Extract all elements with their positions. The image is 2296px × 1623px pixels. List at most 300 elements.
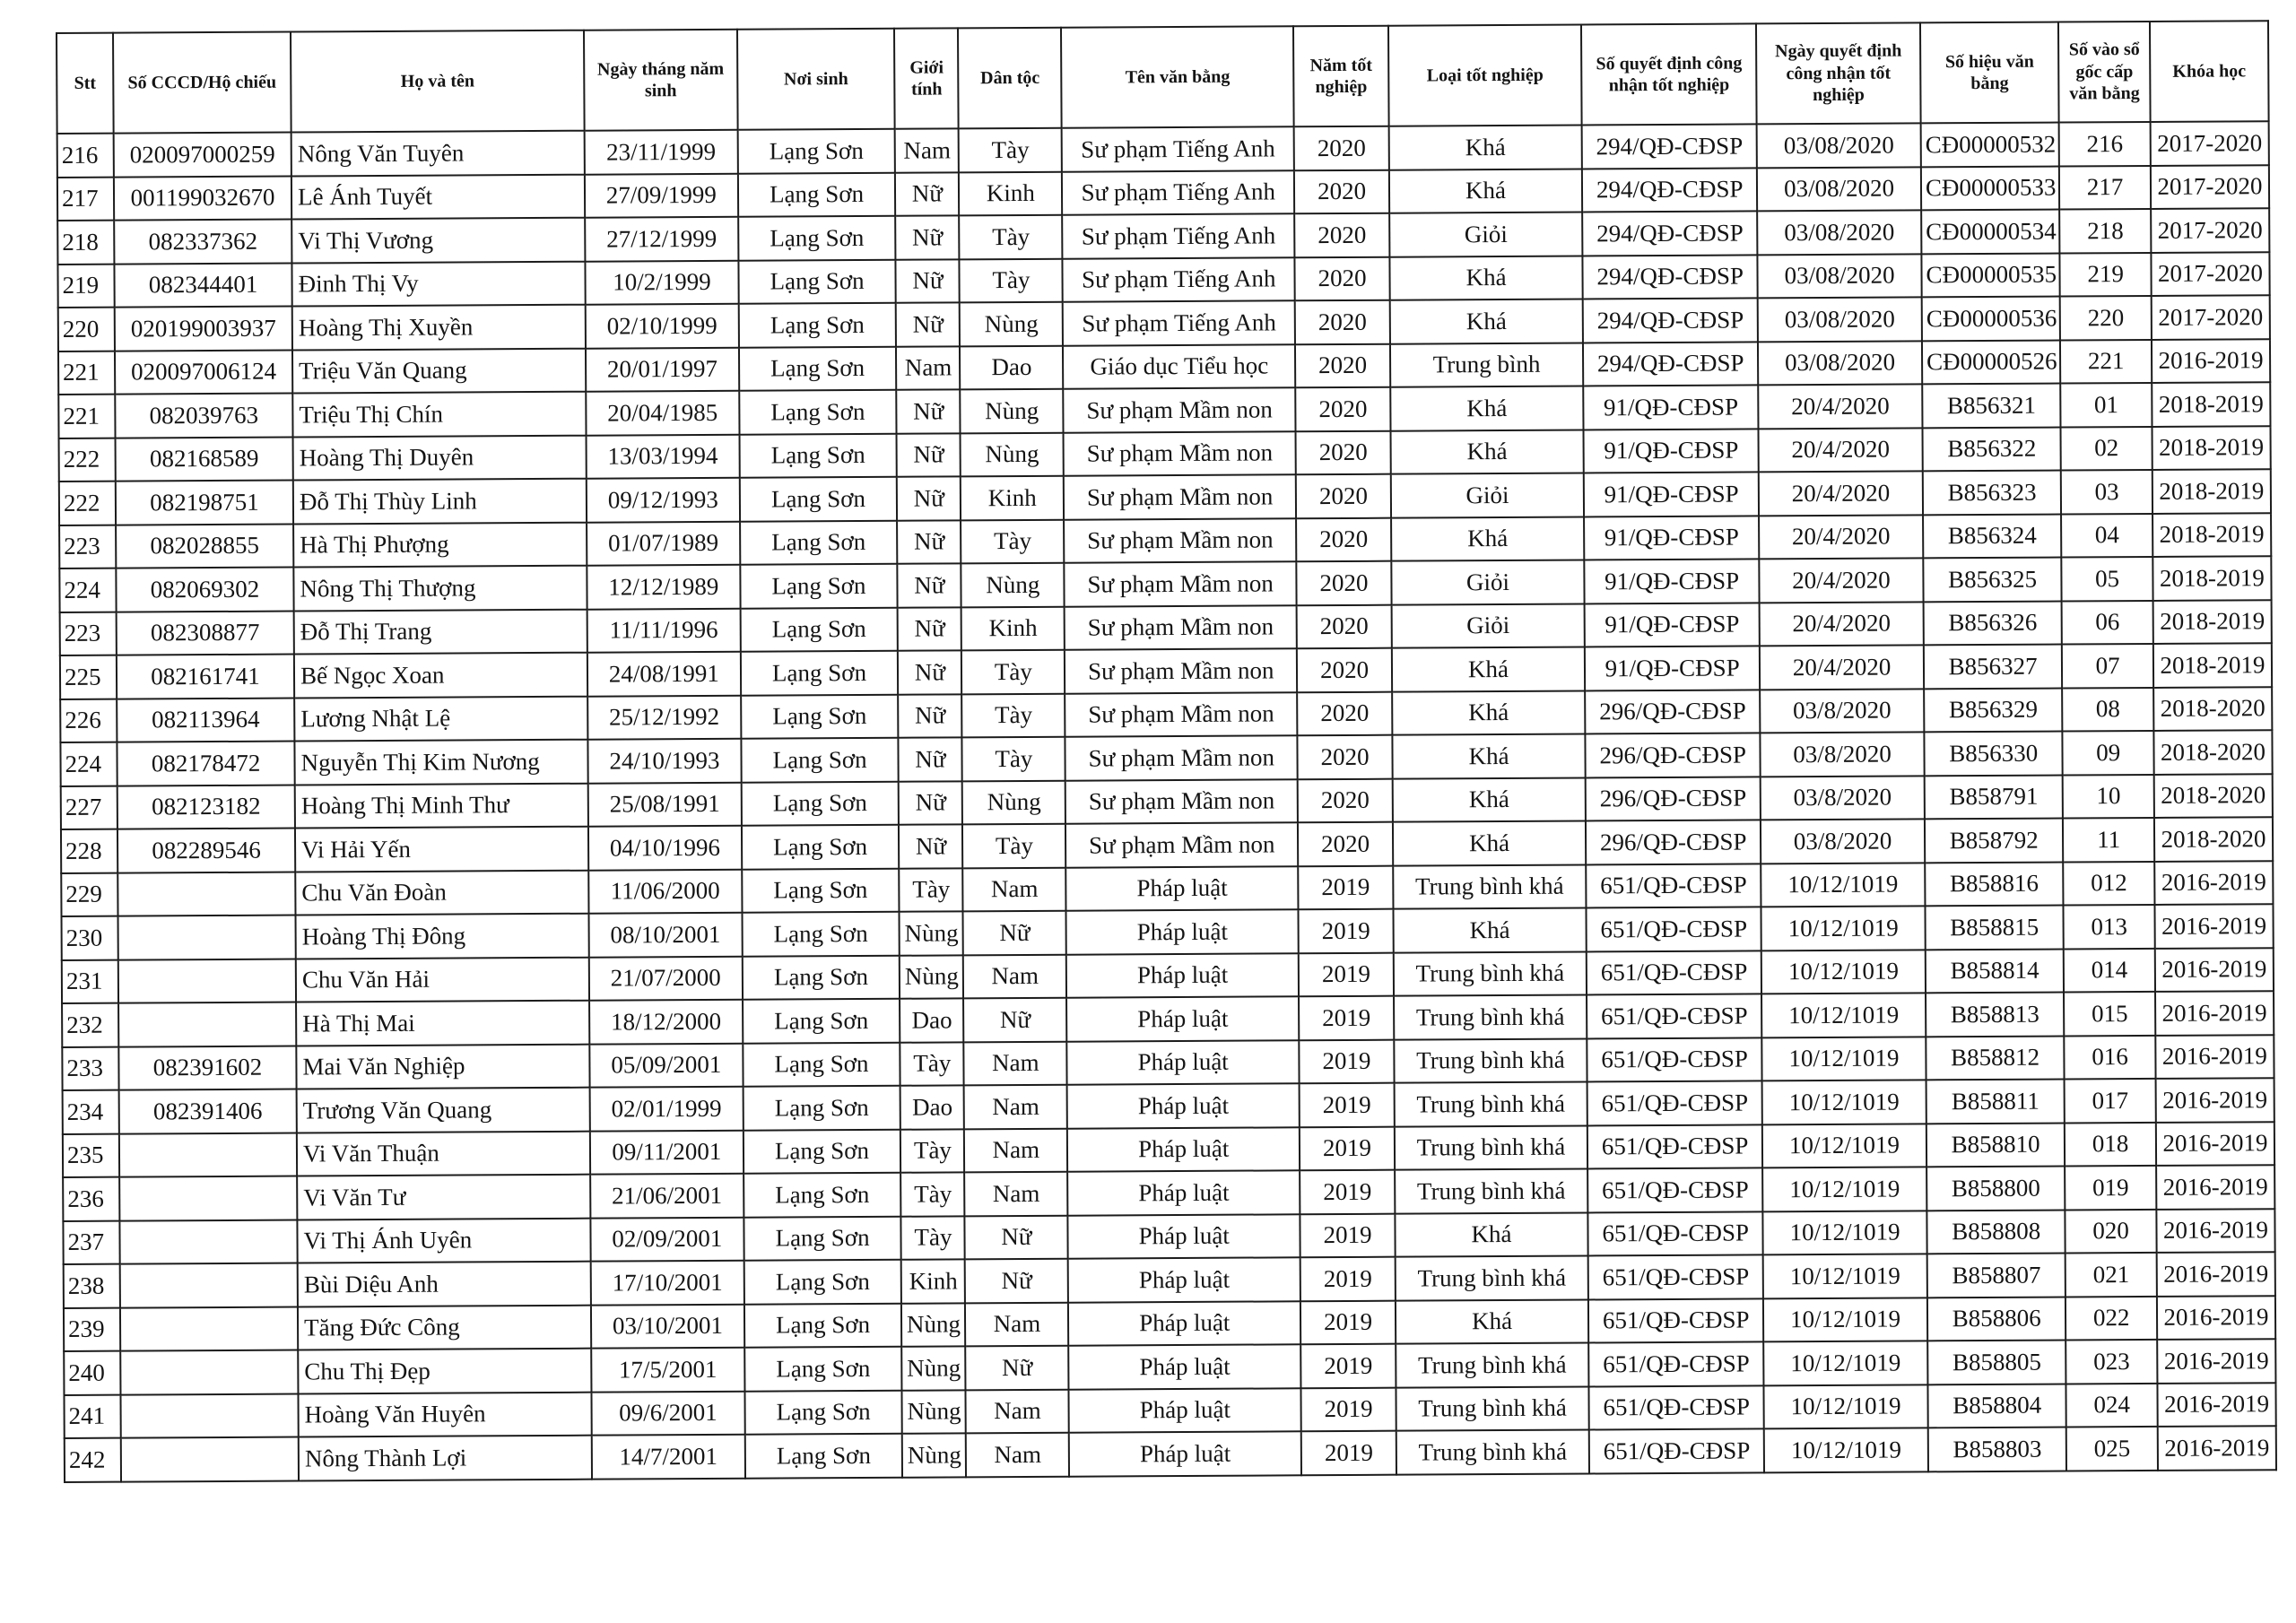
table-cell: Sư phạm Tiếng Anh bbox=[1063, 257, 1295, 302]
table-cell: 224 bbox=[59, 568, 116, 612]
table-cell bbox=[120, 1393, 298, 1438]
table-cell: 02/10/1999 bbox=[586, 304, 739, 348]
table-cell: 2016-2019 bbox=[2154, 861, 2273, 905]
table-cell: B858813 bbox=[1926, 993, 2065, 1037]
table-cell: 2019 bbox=[1301, 1387, 1396, 1431]
table-cell: 238 bbox=[64, 1264, 120, 1308]
table-cell: B858808 bbox=[1926, 1210, 2066, 1254]
table-cell: 2016-2019 bbox=[2156, 1165, 2274, 1209]
table-cell: Lạng Sơn bbox=[743, 1086, 900, 1130]
table-cell: 03/8/2020 bbox=[1761, 732, 1925, 777]
table-cell: Lạng Sơn bbox=[744, 1173, 901, 1217]
table-cell: 10/12/1019 bbox=[1763, 1341, 1927, 1385]
table-cell: 2017-2020 bbox=[2152, 295, 2270, 339]
table-cell: 91/QĐ-CĐSP bbox=[1585, 603, 1760, 647]
table-cell: Chu Thị Đẹp bbox=[298, 1349, 591, 1393]
table-cell: CĐ00000535 bbox=[1921, 253, 2060, 297]
table-cell: Nữ bbox=[897, 476, 961, 520]
header-cell: Số hiệu văn bằng bbox=[1920, 22, 2059, 124]
table-cell: Sư phạm Tiếng Anh bbox=[1062, 213, 1294, 258]
table-cell: 24/08/1991 bbox=[587, 652, 741, 696]
table-cell: Pháp luật bbox=[1069, 1388, 1301, 1433]
table-cell: Nữ bbox=[898, 650, 961, 694]
table-cell: 651/QĐ-CĐSP bbox=[1588, 1298, 1763, 1343]
table-cell: Nữ bbox=[898, 607, 961, 651]
table-cell: 10/12/1019 bbox=[1761, 906, 1926, 950]
table-cell: Lạng Sơn bbox=[742, 825, 900, 869]
table-cell bbox=[117, 916, 295, 960]
table-cell: Nùng bbox=[961, 432, 1064, 476]
table-cell bbox=[119, 1176, 297, 1221]
table-cell: 10/12/1019 bbox=[1761, 1037, 1926, 1081]
table-cell: Dao bbox=[900, 1085, 964, 1129]
table-cell: 082337362 bbox=[114, 220, 291, 265]
table-cell: Nùng bbox=[902, 1433, 966, 1477]
table-cell: 020097006124 bbox=[115, 350, 292, 395]
table-cell: Trung bình khá bbox=[1394, 994, 1587, 1039]
table-cell: 231 bbox=[62, 959, 118, 1003]
table-cell: 2020 bbox=[1294, 213, 1389, 257]
table-cell: 001199032670 bbox=[114, 176, 291, 221]
table-cell: 2016-2019 bbox=[2157, 1383, 2275, 1427]
table-cell: 296/QĐ-CĐSP bbox=[1585, 690, 1760, 734]
table-cell: Lương Nhật Lệ bbox=[294, 696, 587, 741]
table-cell: Giỏi bbox=[1391, 603, 1585, 648]
table-cell: Nam bbox=[966, 1389, 1069, 1433]
header-cell: Giới tính bbox=[894, 28, 959, 128]
table-cell: 651/QĐ-CĐSP bbox=[1588, 1254, 1763, 1299]
table-cell: 13/03/1994 bbox=[587, 434, 740, 478]
table-cell: Nùng bbox=[902, 1390, 966, 1434]
graduates-table bbox=[56, 20, 2277, 1482]
table-cell: 022 bbox=[2066, 1296, 2157, 1340]
table-cell: 10/12/1019 bbox=[1763, 1254, 1927, 1298]
table-cell: 651/QĐ-CĐSP bbox=[1587, 1124, 1762, 1169]
table-cell: B858800 bbox=[1926, 1167, 2066, 1211]
table-cell: 2019 bbox=[1300, 1213, 1396, 1257]
table-cell: Pháp luật bbox=[1067, 1040, 1300, 1085]
table-cell: 082028855 bbox=[116, 524, 293, 568]
table-cell: 09 bbox=[2063, 731, 2154, 775]
table-cell: Pháp luật bbox=[1066, 909, 1299, 954]
table-cell: Tày bbox=[901, 1216, 965, 1260]
table-cell: 10/12/1019 bbox=[1762, 1080, 1926, 1124]
table-cell: Trung bình khá bbox=[1394, 951, 1587, 996]
table-cell: Pháp luật bbox=[1068, 1301, 1300, 1346]
table-cell: 25/08/1991 bbox=[588, 782, 742, 826]
header-cell: Loại tốt nghiệp bbox=[1388, 24, 1582, 126]
table-cell: Nùng bbox=[900, 911, 963, 955]
table-cell: 651/QĐ-CĐSP bbox=[1588, 1211, 1763, 1256]
table-cell: 651/QĐ-CĐSP bbox=[1587, 950, 1761, 995]
table-cell: Kinh bbox=[901, 1259, 965, 1303]
table-cell: Kinh bbox=[959, 171, 1062, 215]
table-cell: 216 bbox=[57, 134, 114, 178]
table-cell: Khá bbox=[1392, 690, 1586, 735]
table-cell: Trung bình khá bbox=[1396, 1386, 1589, 1431]
table-cell: Hoàng Thị Minh Thư bbox=[295, 783, 588, 828]
table-cell: Lạng Sơn bbox=[741, 781, 899, 825]
table-cell: 2018-2019 bbox=[2152, 426, 2270, 470]
table-cell: 082039763 bbox=[115, 394, 292, 438]
table-cell: Tày bbox=[960, 258, 1063, 302]
table-cell: 2016-2019 bbox=[2155, 1035, 2274, 1079]
header-cell: Số quyết định công nhận tốt nghiệp bbox=[1581, 23, 1757, 125]
table-cell: 12/12/1989 bbox=[587, 565, 740, 609]
table-cell: Trung bình khá bbox=[1395, 1168, 1588, 1213]
table-cell: 2020 bbox=[1298, 822, 1393, 866]
table-cell: 082161741 bbox=[117, 655, 294, 699]
table-cell: Hà Thị Phượng bbox=[293, 522, 587, 567]
table-cell: 082308877 bbox=[117, 611, 294, 655]
header-row bbox=[57, 21, 2269, 134]
header-cell: Stt bbox=[57, 33, 114, 134]
table-cell: Nam bbox=[964, 1085, 1067, 1129]
table-cell: Sư phạm Mầm non bbox=[1065, 561, 1297, 606]
table-cell: 223 bbox=[59, 525, 116, 568]
table-cell: B856326 bbox=[1924, 601, 2063, 645]
table-cell: Trung bình khá bbox=[1394, 1081, 1587, 1126]
table-cell: Nữ bbox=[965, 1259, 1068, 1303]
table-cell: Hoàng Văn Huyên bbox=[298, 1392, 591, 1436]
table-cell: Nam bbox=[895, 128, 959, 172]
table-cell: Lạng Sơn bbox=[743, 999, 900, 1043]
table-cell: 222 bbox=[59, 482, 116, 525]
table-cell: Sư phạm Mầm non bbox=[1065, 735, 1298, 780]
table-cell: Tăng Đức Công bbox=[298, 1305, 591, 1350]
table-cell: 20/4/2020 bbox=[1759, 515, 1923, 560]
table-cell: 2020 bbox=[1297, 561, 1392, 605]
table-cell: Dao bbox=[960, 345, 1063, 389]
table-cell: Khá bbox=[1392, 647, 1586, 691]
table-cell: 24/10/1993 bbox=[587, 739, 741, 783]
table-cell: 021 bbox=[2066, 1253, 2157, 1297]
table-cell: 2020 bbox=[1297, 604, 1392, 648]
table-cell: B858792 bbox=[1925, 819, 2064, 863]
table-cell: 02/09/2001 bbox=[590, 1217, 744, 1261]
table-cell: 05 bbox=[2062, 557, 2153, 601]
table-cell: 2020 bbox=[1298, 778, 1393, 822]
table-cell: 20/4/2020 bbox=[1758, 384, 1922, 429]
table-cell: Nữ bbox=[965, 1215, 1068, 1259]
table-cell: Lạng Sơn bbox=[742, 912, 900, 956]
table-cell: Khá bbox=[1396, 1299, 1589, 1344]
table-cell: Lạng Sơn bbox=[737, 129, 895, 173]
table-cell: 2020 bbox=[1295, 343, 1390, 387]
table-cell: Sư phạm Mầm non bbox=[1065, 779, 1298, 824]
table-cell bbox=[119, 1219, 297, 1264]
table-cell: 91/QĐ-CĐSP bbox=[1584, 559, 1759, 603]
table-cell: 10/12/1019 bbox=[1761, 993, 1926, 1037]
table-cell: B858814 bbox=[1926, 949, 2065, 993]
table-cell: 294/QĐ-CĐSP bbox=[1583, 255, 1758, 299]
table-cell: Vi Văn Tư bbox=[297, 1175, 590, 1219]
table-cell: 10/12/1019 bbox=[1763, 1211, 1927, 1255]
table-cell bbox=[120, 1306, 298, 1351]
table-cell: B858816 bbox=[1925, 862, 2064, 906]
table-cell: 221 bbox=[2060, 339, 2152, 383]
table-cell: 020199003937 bbox=[115, 307, 292, 352]
table-cell: Hà Thị Mai bbox=[296, 1001, 589, 1046]
table-cell: Lạng Sơn bbox=[740, 564, 898, 608]
table-cell: Nữ bbox=[899, 824, 962, 868]
table-cell: 2019 bbox=[1300, 1257, 1396, 1301]
table-cell: 651/QĐ-CĐSP bbox=[1589, 1428, 1764, 1473]
table-cell: 17/10/2001 bbox=[591, 1261, 744, 1305]
table-cell: 239 bbox=[64, 1307, 120, 1351]
table-cell: Vi Hải Yến bbox=[295, 827, 588, 872]
table-cell: Sư phạm Mầm non bbox=[1065, 692, 1297, 737]
table-cell: B856325 bbox=[1923, 558, 2062, 602]
table-cell: 01/07/1989 bbox=[587, 521, 740, 565]
table-cell: Tày bbox=[960, 215, 1063, 259]
table-cell: Nữ bbox=[895, 172, 959, 216]
table-cell bbox=[119, 1133, 297, 1177]
table-cell: Tày bbox=[962, 737, 1065, 781]
table-cell: B858810 bbox=[1926, 1123, 2066, 1167]
table-cell: Tày bbox=[900, 868, 963, 912]
table-cell: Sư phạm Mầm non bbox=[1064, 518, 1296, 563]
table-cell: B858807 bbox=[1927, 1254, 2066, 1298]
table-cell: 03 bbox=[2061, 470, 2152, 514]
table-cell: B858803 bbox=[1928, 1428, 2067, 1471]
table-cell: 219 bbox=[57, 264, 114, 308]
table-cell: 2020 bbox=[1294, 126, 1389, 170]
table-cell: 226 bbox=[60, 699, 117, 742]
table-cell: Nùng bbox=[962, 780, 1065, 824]
table-cell: 20/01/1997 bbox=[586, 347, 739, 391]
table-cell: 2016-2019 bbox=[2156, 1209, 2274, 1253]
table-cell: 225 bbox=[60, 655, 117, 699]
table-cell: 016 bbox=[2065, 1035, 2156, 1079]
table-cell: 03/08/2020 bbox=[1757, 210, 1921, 255]
table-cell: Triệu Văn Quang bbox=[292, 348, 586, 393]
table-cell: 230 bbox=[62, 916, 118, 960]
table-cell: Nam bbox=[963, 954, 1066, 998]
table-cell: Pháp luật bbox=[1068, 1214, 1300, 1259]
table-cell: 05/09/2001 bbox=[589, 1043, 743, 1087]
table-cell: Lạng Sơn bbox=[744, 1390, 902, 1434]
table-cell: 236 bbox=[63, 1177, 119, 1221]
table-cell: B858806 bbox=[1927, 1297, 2066, 1341]
table-cell: Lạng Sơn bbox=[743, 1042, 900, 1086]
table-cell: 2019 bbox=[1299, 996, 1394, 1040]
table-cell: B858805 bbox=[1927, 1341, 2066, 1384]
table-cell: Nam bbox=[965, 1302, 1068, 1346]
table-cell: Lạng Sơn bbox=[741, 651, 899, 695]
table-cell: 2018-2020 bbox=[2154, 774, 2273, 818]
table-cell: Khá bbox=[1389, 256, 1583, 300]
table-cell: 2018-2019 bbox=[2152, 556, 2271, 600]
table-cell: 91/QĐ-CĐSP bbox=[1584, 516, 1759, 560]
table-cell: Nùng bbox=[902, 1346, 966, 1390]
table-cell: 2020 bbox=[1295, 387, 1390, 431]
header-cell: Tên văn bằng bbox=[1061, 26, 1294, 127]
table-cell: 2016-2019 bbox=[2152, 339, 2270, 383]
table-cell: 219 bbox=[2060, 252, 2152, 296]
table-cell: 220 bbox=[58, 308, 115, 352]
table-cell: 06 bbox=[2062, 600, 2153, 644]
table-cell: Lạng Sơn bbox=[744, 1303, 902, 1347]
table-body bbox=[57, 121, 2276, 1481]
header-cell: Năm tốt nghiệp bbox=[1293, 26, 1388, 127]
table-cell: Tày bbox=[900, 1172, 964, 1216]
table-cell: 082069302 bbox=[116, 568, 293, 612]
table-cell: 2016-2019 bbox=[2156, 1122, 2274, 1166]
table-cell: Nông Văn Tuyên bbox=[291, 131, 585, 176]
table-cell: Lạng Sơn bbox=[740, 607, 898, 651]
table-cell bbox=[117, 872, 295, 916]
table-cell: B858811 bbox=[1926, 1080, 2066, 1124]
table-cell: 012 bbox=[2064, 861, 2155, 905]
table-cell: 2020 bbox=[1295, 256, 1390, 300]
table-cell: Tày bbox=[962, 693, 1065, 737]
table-cell: 03/8/2020 bbox=[1760, 689, 1924, 733]
table-cell: 082168589 bbox=[115, 437, 292, 482]
table-cell: 04/10/1996 bbox=[588, 826, 742, 870]
table-cell: 2016-2019 bbox=[2157, 1339, 2275, 1383]
table-cell: Sư phạm Tiếng Anh bbox=[1062, 126, 1294, 171]
table-cell: Nam bbox=[966, 1433, 1069, 1477]
table-cell: 91/QĐ-CĐSP bbox=[1584, 472, 1759, 516]
table-cell: 218 bbox=[2059, 209, 2151, 253]
table-cell: B856329 bbox=[1924, 688, 2063, 732]
table-cell: Tày bbox=[900, 1129, 964, 1173]
table-cell bbox=[118, 1002, 296, 1047]
table-cell: Vi Văn Thuận bbox=[297, 1131, 590, 1176]
table-cell: 2018-2019 bbox=[2152, 382, 2270, 426]
table-cell: 07 bbox=[2062, 644, 2153, 688]
table-cell: 296/QĐ-CĐSP bbox=[1586, 733, 1761, 777]
table-cell: Nam bbox=[964, 1128, 1067, 1172]
table-cell: 17/5/2001 bbox=[591, 1348, 744, 1392]
table-cell: 2020 bbox=[1295, 300, 1390, 344]
table-cell: 220 bbox=[2060, 296, 2152, 340]
table-cell: Lạng Sơn bbox=[741, 738, 899, 782]
table-cell: Giỏi bbox=[1389, 212, 1583, 256]
table-cell: Pháp luật bbox=[1068, 1344, 1300, 1389]
table-cell: B858804 bbox=[1927, 1384, 2066, 1428]
table-cell: 020 bbox=[2066, 1209, 2157, 1253]
table-cell: Tày bbox=[962, 824, 1065, 868]
table-cell: 242 bbox=[65, 1438, 121, 1482]
table-cell: Nữ bbox=[966, 1346, 1069, 1390]
table-cell: 2016-2019 bbox=[2158, 1426, 2276, 1470]
table-cell: 235 bbox=[63, 1133, 119, 1177]
table-cell: Trung bình khá bbox=[1394, 1038, 1587, 1083]
table-cell: 217 bbox=[57, 177, 114, 221]
table-cell: 2018-2019 bbox=[2152, 600, 2271, 644]
table-cell: Lạng Sơn bbox=[739, 477, 897, 521]
table-cell: 082113964 bbox=[117, 698, 294, 742]
table-cell: Pháp luật bbox=[1066, 953, 1299, 998]
table-cell: Trung bình khá bbox=[1395, 1255, 1588, 1300]
table-cell: Sư phạm Mầm non bbox=[1063, 387, 1295, 432]
table-cell: Nam bbox=[964, 1041, 1067, 1085]
table-cell: 2016-2019 bbox=[2155, 948, 2274, 992]
table-cell: 27/09/1999 bbox=[585, 173, 738, 217]
table-cell: 217 bbox=[2059, 165, 2151, 209]
table-cell: 08 bbox=[2062, 687, 2153, 731]
table-cell: Nùng bbox=[901, 1303, 965, 1347]
table-cell bbox=[120, 1350, 298, 1395]
header-cell: Họ và tên bbox=[291, 30, 585, 133]
table-cell: 232 bbox=[62, 1003, 118, 1047]
table-cell: Chu Văn Đoàn bbox=[295, 870, 588, 915]
table-cell: 2016-2019 bbox=[2155, 1078, 2274, 1122]
table-cell: Tày bbox=[900, 1042, 964, 1086]
table-cell: 10 bbox=[2063, 774, 2154, 818]
table-cell: 651/QĐ-CĐSP bbox=[1587, 994, 1761, 1038]
table-cell: 03/10/2001 bbox=[591, 1304, 744, 1348]
table-cell: 01 bbox=[2061, 383, 2152, 427]
table-cell: 233 bbox=[62, 1046, 118, 1090]
table-cell: Nữ bbox=[896, 302, 960, 346]
table-cell: Đinh Thị Vy bbox=[291, 261, 585, 306]
table-cell: 294/QĐ-CĐSP bbox=[1582, 124, 1757, 169]
table-cell: 082344401 bbox=[114, 263, 291, 308]
table-cell: Pháp luật bbox=[1066, 996, 1299, 1041]
table-cell: 2018-2019 bbox=[2152, 469, 2271, 513]
table-cell: Lạng Sơn bbox=[740, 520, 898, 564]
table-cell: 11/11/1996 bbox=[587, 608, 741, 652]
table-cell: Khá bbox=[1389, 169, 1583, 213]
table-cell: B858812 bbox=[1926, 1036, 2065, 1080]
table-cell: Nam bbox=[963, 867, 1066, 911]
table-cell: Giáo dục Tiểu học bbox=[1063, 344, 1295, 389]
table-cell: 09/6/2001 bbox=[592, 1391, 745, 1435]
table-cell: B856324 bbox=[1923, 514, 2062, 558]
table-cell: 10/12/1019 bbox=[1763, 1298, 1927, 1342]
table-cell: CĐ00000536 bbox=[1922, 297, 2061, 341]
table-cell: 018 bbox=[2065, 1122, 2156, 1166]
table-cell: 23/11/1999 bbox=[585, 130, 738, 174]
header-cell: Ngày quyết định công nhận tốt nghiệp bbox=[1756, 22, 1920, 124]
table-cell: Lạng Sơn bbox=[739, 433, 897, 477]
table-cell: Tày bbox=[961, 519, 1065, 563]
table-cell bbox=[118, 959, 296, 1003]
table-cell: 216 bbox=[2059, 122, 2151, 166]
table-cell: Pháp luật bbox=[1067, 1083, 1300, 1128]
table-cell: 2019 bbox=[1300, 1083, 1395, 1127]
table-cell: Lạng Sơn bbox=[742, 868, 900, 912]
table-cell: CĐ00000526 bbox=[1922, 340, 2061, 384]
table-cell: Giỏi bbox=[1391, 560, 1585, 604]
table-cell: Sư phạm Mầm non bbox=[1064, 431, 1296, 476]
table-cell: 03/08/2020 bbox=[1757, 167, 1921, 212]
table-cell: Nam bbox=[965, 1172, 1068, 1216]
table-cell: Lạng Sơn bbox=[739, 390, 897, 434]
table-cell: Nữ bbox=[963, 911, 1066, 955]
table-cell: 221 bbox=[58, 395, 115, 438]
table-cell: 25/12/1992 bbox=[587, 695, 741, 739]
table-cell: 03/8/2020 bbox=[1761, 819, 1925, 864]
table-cell: 2020 bbox=[1296, 474, 1391, 518]
table-cell: 017 bbox=[2065, 1079, 2156, 1123]
table-cell: Lạng Sơn bbox=[744, 1216, 901, 1260]
table-cell: Mai Văn Nghiệp bbox=[296, 1044, 589, 1089]
table-cell: 20/4/2020 bbox=[1759, 471, 1923, 516]
table-cell: Nữ bbox=[897, 389, 961, 433]
table-cell: 2017-2020 bbox=[2151, 121, 2269, 165]
table-cell: Khá bbox=[1392, 733, 1586, 778]
table-cell: Lạng Sơn bbox=[744, 1434, 902, 1478]
table-cell: 2018-2020 bbox=[2153, 730, 2272, 774]
table-cell: Nữ bbox=[964, 998, 1067, 1042]
table-cell: 2019 bbox=[1298, 865, 1393, 909]
table-cell: Nữ bbox=[896, 259, 960, 303]
table-cell: 082391406 bbox=[119, 1089, 297, 1134]
